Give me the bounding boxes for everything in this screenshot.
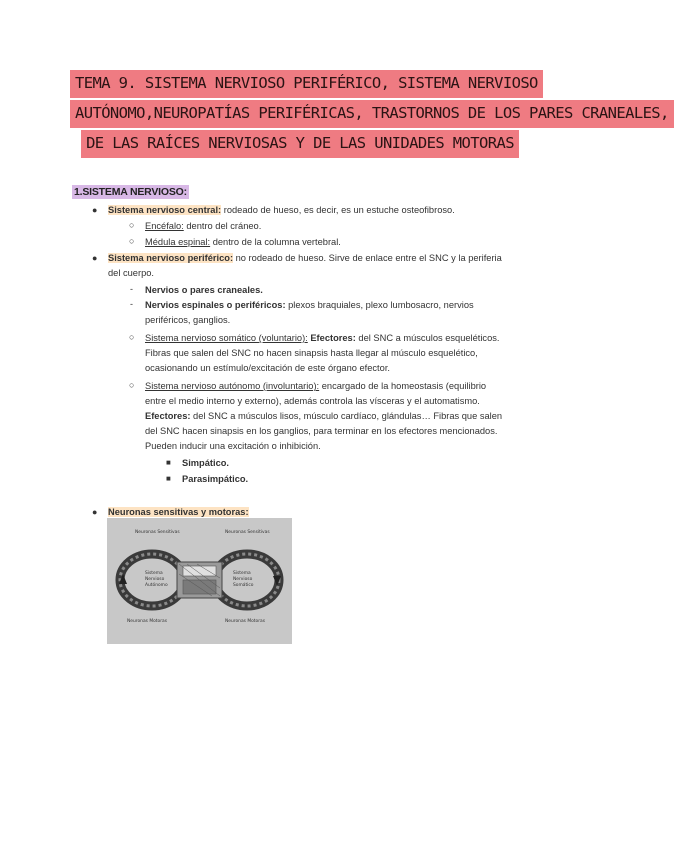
- fig-label-left-3: Autónomo: [145, 583, 168, 588]
- snc-label: Sistema nervioso central:: [108, 205, 222, 215]
- somatico-item: [145, 331, 499, 346]
- somatico-efectores: Efectores:: [307, 333, 356, 343]
- snp-label: Sistema nervioso periférico:: [108, 253, 234, 263]
- encefalo-item: [145, 219, 261, 234]
- bullet-dash-icon: -: [130, 299, 133, 309]
- autonomo-item: [145, 379, 486, 394]
- fig-label-left-2: Nervioso: [145, 577, 165, 582]
- bullet-circle-icon: ○: [129, 236, 135, 246]
- parasimpatico: Parasimpático.: [182, 474, 249, 484]
- medula-label: Médula espinal:: [145, 237, 211, 247]
- somatico-text-3: ocasionando un estímulo/excitación de este órgano efector.: [145, 363, 390, 373]
- bullet-circle-icon: ○: [129, 380, 135, 390]
- bullet-circle-icon: ○: [129, 220, 135, 230]
- neurons-diagram-photo: [107, 518, 292, 644]
- snp-text-1: no rodeado de hueso. Sirve de enlace entre el SNC y la periferia: [233, 253, 502, 263]
- espinales-text-1: plexos braquiales, plexo lumbosacro, nervios: [285, 300, 474, 310]
- title-line-2: AUTÓNOMO,NEUROPATÍAS PERIFÉRICAS, TRASTORNOS DE LOS PARES CRANEALES,: [70, 100, 674, 128]
- bullet-dot-icon: ●: [92, 205, 98, 215]
- bullet-square-icon: ■: [166, 474, 171, 483]
- fig-label-top-right: Neuronas Sensitivas: [225, 530, 270, 535]
- title-line-3: DE LAS RAÍCES NERVIOSAS Y DE LAS UNIDADES MOTORAS: [81, 130, 519, 158]
- snc-item: [108, 203, 455, 218]
- fig-label-right-2: Nervioso: [233, 577, 253, 582]
- bullet-square-icon: ■: [166, 458, 171, 467]
- autonomo-text-3-line: [145, 409, 502, 424]
- pares-craneales: Nervios o pares craneales.: [145, 285, 263, 295]
- snc-text: rodeado de hueso, es decir, es un estuche osteofibroso.: [221, 205, 455, 215]
- autonomo-text-1: encargado de la homeostasis (equilibrio: [319, 381, 487, 391]
- fig-label-bottom-left: Neuronas Motoras: [127, 619, 167, 624]
- autonomo-label: Sistema nervioso autónomo (involuntario):: [145, 381, 320, 391]
- somatico-text-2: Fibras que salen del SNC no hacen sinapsis hasta llegar al músculo esquelético,: [145, 348, 478, 358]
- fig-label-right-3: Somático: [233, 583, 254, 588]
- somatico-label: Sistema nervioso somático (voluntario):: [145, 333, 308, 343]
- autonomo-efectores: Efectores:: [145, 411, 191, 421]
- autonomo-text-5: Pueden inducir una excitación o inhibición.: [145, 441, 321, 451]
- snp-item: [108, 251, 502, 266]
- encefalo-text: dentro del cráneo.: [183, 221, 262, 231]
- medula-item: [145, 235, 341, 250]
- espinales-text-2: periféricos, ganglios.: [145, 315, 231, 325]
- snp-text-2: del cuerpo.: [108, 268, 154, 278]
- espinales-item: [145, 298, 474, 313]
- document-title: [70, 70, 669, 160]
- autonomo-text-2: entre el medio interno y externo), además controla las vísceras y el automatismo.: [145, 396, 480, 406]
- bullet-dot-icon: ●: [92, 253, 98, 263]
- fig-label-right-1: Sistema: [233, 571, 251, 576]
- bullet-dot-icon: ●: [92, 507, 98, 517]
- medula-text: dentro de la columna vertebral.: [210, 237, 341, 247]
- title-line-1: TEMA 9. SISTEMA NERVIOSO PERIFÉRICO, SISTEMA NERVIOSO: [70, 70, 543, 98]
- fig-label-bottom-right: Neuronas Motoras: [225, 619, 265, 624]
- encefalo-label: Encéfalo:: [145, 221, 184, 231]
- autonomo-text-3: del SNC a músculos lisos, músculo cardíaco, glándulas… Fibras que salen: [190, 411, 503, 421]
- somatico-text-1: del SNC a músculos esqueléticos.: [355, 333, 500, 343]
- neuronas-label: Neuronas sensitivas y motoras:: [108, 507, 249, 517]
- autonomo-text-4: del SNC hacen sinapsis en los ganglios, para terminar en los efectores mencionados.: [145, 426, 498, 436]
- fig-label-top-left: Neuronas Sensitivas: [135, 530, 180, 535]
- simpatico: Simpático.: [182, 458, 230, 468]
- neurons-diagram-svg: [107, 518, 292, 644]
- section-heading: 1.SISTEMA NERVIOSO:: [74, 186, 187, 198]
- bullet-dash-icon: -: [130, 284, 133, 294]
- fig-label-left-1: Sistema: [145, 571, 163, 576]
- espinales-label: Nervios espinales o periféricos:: [145, 300, 286, 310]
- bullet-circle-icon: ○: [129, 332, 135, 342]
